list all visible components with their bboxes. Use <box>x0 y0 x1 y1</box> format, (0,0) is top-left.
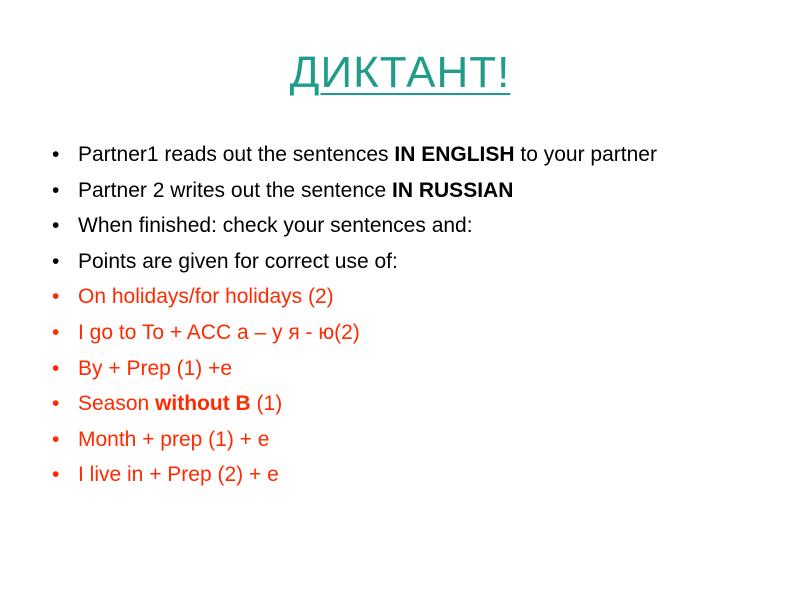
bullet-text-tail: to your partner <box>514 143 657 166</box>
bullet-text: Partner1 reads out the sentences <box>78 143 395 166</box>
bullet-text-tail: (1) <box>250 392 283 416</box>
bullet-item <box>52 213 752 239</box>
bullet-text: Season <box>78 392 156 416</box>
bullet-item <box>52 142 752 168</box>
bullet-dot: • <box>52 178 60 202</box>
bullet-dot: • <box>52 249 60 273</box>
slide-title: ДИКТАНТ! <box>289 48 511 97</box>
bullet-text: When finished: check your sentences and: <box>78 214 473 238</box>
bullet-item <box>52 462 752 488</box>
bullet-item <box>52 249 752 275</box>
bullet-dot: • <box>52 143 60 166</box>
bullet-item <box>52 427 752 453</box>
bullet-bold-text: without B <box>155 392 251 416</box>
bullet-text: Month + prep (1) + е <box>78 427 270 451</box>
bullet-list <box>52 142 752 498</box>
bullet-text: On holidays/for holidays (2) <box>78 285 334 309</box>
bullet-text: I live in + Prep (2) + е <box>78 463 279 487</box>
bullet-text: Partner 2 writes out the sentence <box>78 178 393 202</box>
bullet-bold-text: IN ENGLISH <box>394 143 515 166</box>
bullet-dot: • <box>52 392 60 416</box>
bullet-dot: • <box>52 427 60 451</box>
bullet-dot: • <box>52 285 60 309</box>
bullet-item <box>52 391 752 417</box>
bullet-item <box>52 320 752 346</box>
bullet-item <box>52 178 752 204</box>
bullet-text: By + Prep (1) +е <box>78 356 233 380</box>
bullet-bold-text: IN RUSSIAN <box>392 178 514 202</box>
bullet-item <box>52 356 752 382</box>
bullet-dot: • <box>52 463 60 487</box>
bullet-text: I go to To + ACC а – у я - ю(2) <box>78 320 360 344</box>
bullet-dot: • <box>52 356 60 380</box>
bullet-dot: • <box>52 320 60 344</box>
bullet-text: Points are given for correct use of: <box>78 249 398 273</box>
bullet-dot: • <box>52 214 60 238</box>
bullet-item <box>52 284 752 310</box>
